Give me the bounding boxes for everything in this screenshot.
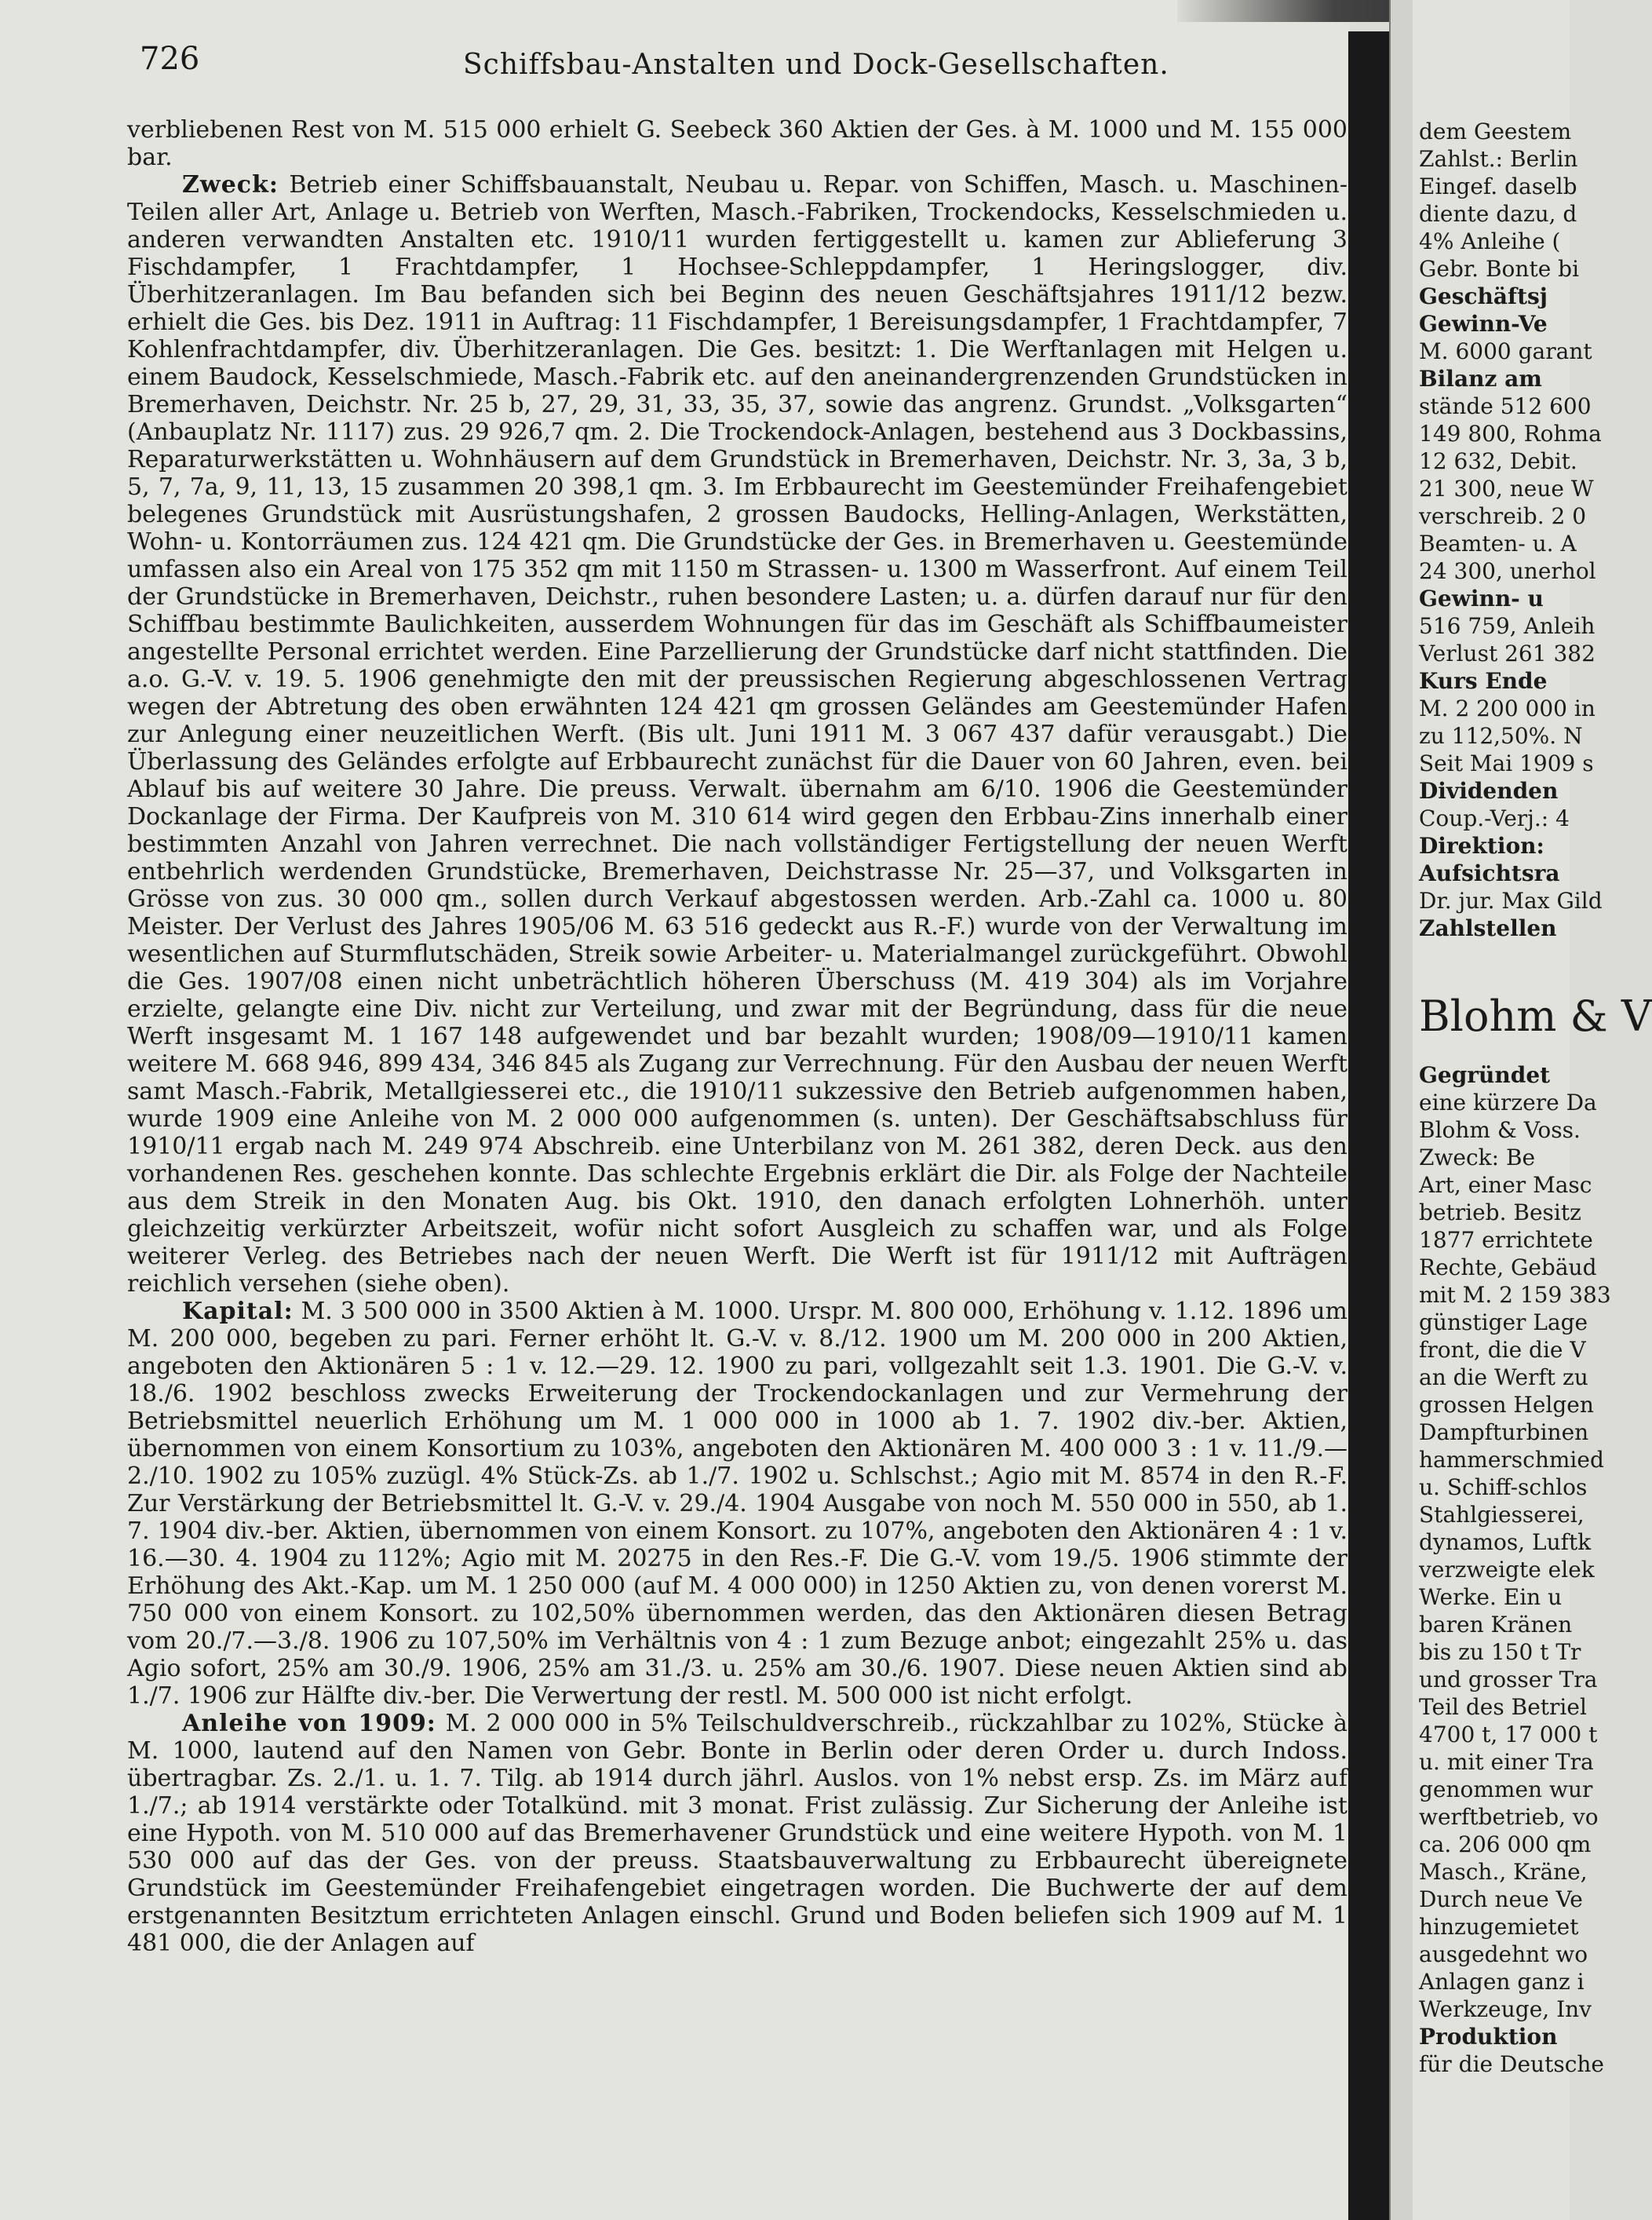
right-column-line: verschreib. 2 0 [1419, 503, 1587, 529]
right-column-line: Werkzeuge, Inv [1419, 1996, 1592, 2022]
kapital-section [127, 1298, 1347, 1710]
intro-paragraph: verbliebenen Rest von M. 515 000 erhielt G. Seebeck 360 Aktien der Ges. à M. 1000 und M. 155 000 bar. [127, 116, 1347, 171]
right-column-line: Seit Mai 1909 s [1419, 750, 1594, 776]
right-column-line: 4% Anleihe ( [1419, 228, 1561, 254]
right-column-line: Durch neue Ve [1419, 1886, 1583, 1912]
right-column-line: mit M. 2 159 383 [1419, 1282, 1611, 1308]
right-column-line: 12 632, Debit. [1419, 448, 1577, 474]
right-column-line: Masch., Kräne, [1419, 1859, 1588, 1885]
right-column-line: Werke. Ein u [1419, 1584, 1563, 1610]
kapital-heading: Kapital: [182, 1298, 294, 1325]
right-column-line: 21 300, neue W [1419, 476, 1594, 502]
right-column-line: verzweigte elek [1419, 1557, 1595, 1583]
right-column-line: Dampfturbinen [1419, 1419, 1589, 1445]
anleihe-section [127, 1710, 1347, 1957]
zweck-heading: Zweck: [182, 171, 279, 199]
right-column-line: Zahlst.: Berlin [1419, 146, 1578, 172]
anleihe-heading: Anleihe von 1909: [182, 1710, 436, 1737]
right-column-line: Aufsichtsra [1419, 860, 1560, 886]
right-column-line: dem Geestem [1419, 119, 1572, 144]
main-text [127, 116, 1347, 1957]
right-column-line: front, die die V [1419, 1337, 1586, 1363]
right-column-line: Eingef. daselb [1419, 173, 1577, 199]
right-column-line: Dr. jur. Max Gild [1419, 888, 1603, 914]
page-number: 726 [140, 41, 200, 77]
right-column-line: betrieb. Besitz [1419, 1199, 1581, 1225]
right-column-line: Teil des Betriel [1419, 1694, 1587, 1720]
right-column-line: Rechte, Gebäud [1419, 1254, 1597, 1280]
right-column-line: M. 2 200 000 in [1419, 696, 1595, 721]
right-column-line: u. Schiff-schlos [1419, 1474, 1588, 1500]
right-column-line: 516 759, Anleih [1419, 613, 1595, 639]
right-column-line: zu 112,50%. N [1419, 723, 1583, 749]
right-column-line: u. mit einer Tra [1419, 1749, 1594, 1775]
right-column-line: grossen Helgen [1419, 1392, 1594, 1418]
zweck-section [127, 171, 1347, 1298]
right-column-line: ausgedehnt wo [1419, 1941, 1588, 1967]
right-column-line: Kurs Ende [1419, 668, 1548, 694]
right-column-line: Bilanz am [1419, 366, 1542, 392]
right-column-line: eine kürzere Da [1419, 1090, 1597, 1115]
right-column-line: 4700 t, 17 000 t [1419, 1722, 1598, 1747]
right-column-line: werftbetrieb, vo [1419, 1804, 1599, 1830]
right-column-line: Zahlstellen [1419, 915, 1557, 941]
right-column-line: Blohm & Voss. [1419, 1117, 1581, 1143]
right-page [1413, 0, 1652, 2220]
right-column-line: Art, einer Masc [1419, 1172, 1592, 1198]
right-column-line: stände 512 600 [1419, 393, 1592, 419]
right-column-line: bis zu 150 t Tr [1419, 1639, 1581, 1665]
right-column-line: günstiger Lage [1419, 1309, 1588, 1335]
right-column-line: Gewinn-Ve [1419, 311, 1548, 337]
page-edge [1389, 0, 1414, 2220]
kapital-text: M. 3 500 000 in 3500 Aktien à M. 1000. Urspr. M. 800 000, Erhöhung v. 1.12. 1896 um M. 200 000, begeben zu pari. Ferner erhöht lt. G.-V. v. 8./12. 1900 um M. 200 000 in 200 Aktien, angeboten den Aktionären 5 : 1 v. 12.—29. 12. 1900 zu pari, vollgezahlt seit 1.3. 1901. Die G.-V. v. 18./6. 1902 beschloss zwecks Erweiterung der Trockendockanlagen und zur Vermehrung der Betriebsmittel neuerlich Erhöhung um M. 1 000 000 in 1000 ab 1. 7. 1902 div.-ber. Aktien, übernommen von einem Konsortium zu 103%, angeboten den Aktionären M. 400 000 3 : 1 v. 11./9.—2./10. 1902 zu 105% zuzügl. 4% Stück-Zs. ab 1./7. 1902 u. Schlschst.; Agio mit M. 8574 in den R.-F. Zur Verstärkung der Betriebsmittel lt. G.-V. v. 29./4. 1904 Ausgabe von noch M. 550 000 in 550, ab 1. 7. 1904 div.-ber. Aktien, übernommen von einem Konsort. zu 107%, angeboten den Aktionären 4 : 1 v. 16.—30. 4. 1904 zu 112%; Agio mit M. 20275 in den Res.-F. Die G.-V. vom 19./5. 1906 stimmte der Erhöhung des Akt.-Kap. um M. 1 250 000 (auf M. 4 000 000) in 1250 Aktien zu, von denen vorerst M. 750 000 von einem Konsort. zu 102,50% übernommen werden, das den Aktionären diesen Betrag vom 20./7.—3./8. 1906 zu 107,50% im Verhältnis von 4 : 1 zum Bezuge anbot; eingezahlt 25% u. das Agio sofort, 25% am 30./9. 1906, 25% am 31./3. u. 25% am 30./6. 1907. Diese neuen Aktien sind ab 1./7. 1906 zur Hälfte div.-ber. Die Verwertung der restl. M. 500 000 ist nicht erfolgt. [127, 1298, 1347, 1710]
right-column-line: Gegründet [1419, 1062, 1551, 1088]
right-column-line: Dividenden [1419, 778, 1559, 804]
right-column-line: Direktion: [1419, 833, 1544, 859]
right-column-line: dynamos, Luftk [1419, 1529, 1592, 1555]
right-column-line: Zweck: Be [1419, 1145, 1536, 1170]
right-column [1419, 118, 1652, 2078]
right-column-line: baren Kränen [1419, 1612, 1573, 1638]
anleihe-text: M. 2 000 000 in 5% Teilschuldverschreib., rückzahlbar zu 102%, Stücke à M. 1000, lautend auf den Namen von Gebr. Bonte in Berlin oder deren Order u. durch Indoss. übertragbar. Zs. 2./1. u. 1. 7. Tilg. ab 1914 durch jährl. Auslos. von 1% nebst ersp. Zs. im März auf 1./7.; ab 1914 verstärkte oder Totalkünd. mit 3 monat. Frist zulässig. Zur Sicherung der Anleihe ist eine Hypoth. von M. 510 000 auf das Bremerhavener Grundstück und eine weitere Hypoth. von M. 1 530 000 auf das der Ges. von der preuss. Staatsbauverwaltung zu Erbbaurecht übereignete Grundstück im Geestemünder Freihafengebiet eingetragen worden. Die Buchwerte der auf dem erstgenannten Besitztum errichteten Anlagen einschl. Grund und Boden beliefen sich 1909 auf M. 1 481 000, die der Anlagen auf [127, 1710, 1348, 1957]
right-column-line: Verlust 261 382 [1419, 641, 1595, 666]
right-column-line: diente dazu, d [1419, 201, 1577, 227]
zweck-text: Betrieb einer Schiffsbauanstalt, Neubau u. Repar. von Schiffen, Masch. u. Maschinen-Teilen aller Art, Anlage u. Betrieb von Werften, Masch.-Fabriken, Trockendocks, Kesselschmieden u. anderen verwandten Anstalten etc. 1910/11 wurden fertiggestellt u. kamen zur Ablieferung 3 Fischdampfer, 1 Frachtdampfer, 1 Hochsee-Schleppdampfer, 1 Heringslogger, div. Überhitzeranlagen. Im Bau befanden sich bei Beginn des neuen Geschäftsjahres 1911/12 bezw. erhielt die Ges. bis Dez. 1911 in Auftrag: 11 Fischdampfer, 1 Bereisungsdampfer, 1 Frachtdampfer, 7 Kohlenfrachtdampfer, div. Überhitzeranlagen. Die Ges. besitzt: 1. Die Werftanlagen mit Helgen u. einem Baudock, Kesselschmiede, Masch.-Fabrik etc. auf den aneinandergrenzenden Grundstücken in Bremerhaven, Deichstr. Nr. 25 b, 27, 29, 31, 33, 35, 37, sowie das angrenz. Grundst. „Volksgarten“ (Anbauplatz Nr. 1117) zus. 29 926,7 qm. 2. Die Trockendock-Anlagen, bestehend aus 3 Dockbassins, Reparaturwerkstätten u. Wohnhäusern auf dem Grundstück in Bremerhaven, Deichstr. Nr. 3, 3a, 3 b, 5, 7, 7a, 9, 11, 13, 15 zusammen 20 398,1 qm. 3. Im Erbbaurecht im Geestemünder Freihafengebiet belegenes Grundstück mit Ausrüstungshafen, 2 grossen Baudocks, Helling-Anlagen, Werkstätten, Wohn- u. Kontorräumen zus. 124 421 qm. Die Grundstücke der Ges. in Bremerhaven u. Geestemünde umfassen also ein Areal von 175 352 qm mit 1150 m Strassen- u. 1300 m Wasserfront. Auf einem Teil der Grundstücke in Bremerhaven, Deichstr., ruhen besondere Lasten; u. a. dürfen darauf nur für den Schiffbau bestimmte Baulichkeiten, ausserdem Wohnungen für das im Geschäft als Schiffbaumeister angestellte Personal errichtet werden. Eine Parzellierung der Grundstücke darf nicht stattfinden. Die a.o. G.-V. v. 19. 5. 1906 genehmigte den mit der preussischen Regierung abgeschlossenen Vertrag wegen der Abtretung des oben erwähnten 124 421 qm grossen Geländes am Geestemünder Hafen zur Anlegung einer neuzeitlichen Werft. (Bis ult. Juni 1911 M. 3 067 437 dafür verausgabt.) Die Überlassung des Geländes erfolgte auf Erbbaurecht zunächst für die Dauer von 60 Jahren, even. bei Ablauf bis auf weitere 30 Jahre. Die preuss. Verwalt. übernahm am 6/10. 1906 die Geestemünder Dockanlage der Firma. Der Kaufpreis von M. 310 614 wird gegen den Erbbau-Zins innerhalb einer bestimmten Anzahl von Jahren verrechnet. Die nach vollständiger Fertigstellung der neuen Werft entbehrlich werdenden Grundstücke, Bremerhaven, Deichstrasse Nr. 25—37, und Volksgarten in Grösse von zus. 30 000 qm., sollen durch Verkauf abgestossen werden. Arb.-Zahl ca. 1000 u. 80 Meister. Der Verlust des Jahres 1905/06 M. 63 516 gedeckt aus R.-F.) wurde von der Verwaltung im wesentlichen auf Sturmflutschäden, Streik sowie Arbeiter- u. Materialmangel zurückgeführt. Obwohl die Ges. 1907/08 einen nicht unbeträchtlich höheren Überschuss (M. 419 304) als im Vorjahre erzielte, gelangte eine Div. nicht zur Verteilung, und zwar mit der Begründung, dass für die neue Werft insgesamt M. 1 167 148 aufgewendet und bar bezahlt wurden; 1908/09—1910/11 kamen weitere M. 668 946, 899 434, 346 845 als Zugang zur Verrechnung. Für den Ausbau der neuen Werft samt Masch.-Fabrik, Metallgiesserei etc., die 1910/11 sukzessive den Betrieb aufgenommen haben, wurde 1909 eine Anleihe von M. 2 000 000 aufgenommen (s. unten). Der Geschäftsabschluss für 1910/11 ergab nach M. 249 974 Abschreib. eine Unterbilanz von M. 261 382, deren Deck. aus den vorhandenen Res. geschehen konnte. Das schlechte Ergebnis erklärt die Dir. als Folge der Nachteile aus dem Streik in den Monaten Aug. bis Okt. 1910, den danach erfolgten Lohnerhöh. unter gleichzeitig verkürzter Arbeitszeit, wofür nicht sofort Ausgleich zu schaffen war, und als Folge weiterer Verleg. des Betriebes nach der neuen Werft. Die Werft ist für 1911/12 mit Aufträgen reichlich versehen (siehe oben). [127, 171, 1347, 1298]
right-column-line: ca. 206 000 qm [1419, 1831, 1592, 1857]
right-column-line: M. 6000 garant [1419, 338, 1592, 364]
right-column-line: Geschäftsj [1419, 283, 1548, 309]
right-column-line: genommen wur [1419, 1776, 1593, 1802]
right-column-line: Anlagen ganz i [1419, 1969, 1585, 1995]
book-spine [1348, 31, 1389, 2220]
right-column-line: an die Werft zu [1419, 1364, 1588, 1390]
right-column-line: Blohm & V [1419, 991, 1652, 1041]
right-column-line: hinzugemietet [1419, 1914, 1579, 1940]
right-column-line: und grosser Tra [1419, 1667, 1598, 1692]
right-column-line: Coup.-Verj.: 4 [1419, 805, 1570, 831]
right-column-line: für die Deutsche [1419, 2051, 1604, 2077]
right-column-line: Produktion [1419, 2024, 1558, 2050]
right-column-line: 1877 errichtete [1419, 1227, 1593, 1253]
right-column-line: Gebr. Bonte bi [1419, 256, 1580, 282]
running-head: Schiffsbau-Anstalten und Dock-Gesellschaften. [463, 49, 1169, 81]
right-column-line: 149 800, Rohma [1419, 421, 1602, 447]
right-column-line: Gewinn- u [1419, 586, 1544, 612]
right-column-line: Stahlgiesserei, [1419, 1502, 1585, 1528]
right-column-line: hammerschmied [1419, 1447, 1604, 1473]
right-column-line: Beamten- u. A [1419, 531, 1577, 557]
right-column-line: 24 300, unerhol [1419, 558, 1596, 584]
